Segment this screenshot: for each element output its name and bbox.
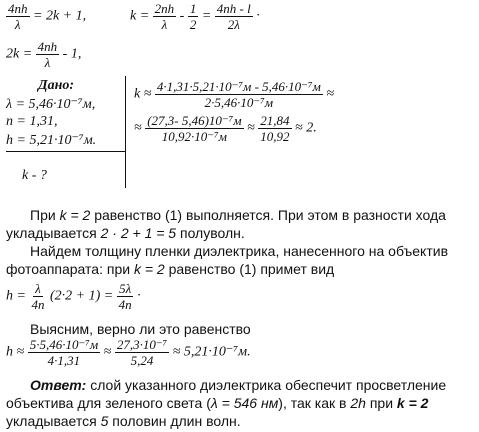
denominator: λ — [161, 17, 168, 32]
k-value: k = 2 — [396, 395, 429, 411]
text: равенство (1) выполняется. При этом в разности хода — [90, 207, 446, 223]
paragraph-3: Выясним, верно ли это равенство — [30, 321, 251, 337]
h-equals: h = — [6, 288, 26, 304]
two-h: 2h — [350, 395, 366, 411]
numerator: 2nh — [154, 1, 175, 16]
fraction-2nh-over-lambda — [153, 2, 177, 31]
k-approx: k ≈ — [134, 86, 152, 102]
k-value: k = 2 — [133, 261, 165, 277]
formula-1 — [6, 2, 86, 31]
fraction-numeric-1 — [28, 338, 100, 367]
numerator: 5·5,46·10⁻⁷м — [29, 337, 99, 352]
numerator: (27,3- 5,46)10⁻⁷м — [147, 113, 242, 128]
formula-2 — [130, 2, 260, 31]
k-value: k = 2 — [59, 207, 91, 223]
equals-sign: = — [201, 8, 212, 24]
paragraph-2-line-2 — [6, 260, 334, 278]
denominator: λ — [14, 17, 21, 32]
paragraph-1-line-1 — [30, 206, 446, 224]
h-approx: h ≈ — [6, 344, 25, 360]
fraction-4nh-over-lambda-2 — [36, 40, 60, 69]
text: объектива для зеленого света ( — [6, 395, 211, 411]
k-equals: k = — [130, 8, 150, 24]
calc-result: ≈ 2. — [295, 120, 317, 136]
formula-1-rhs: = 2k + 1, — [33, 8, 87, 24]
text: при — [365, 395, 397, 411]
approx-sign: ≈ — [326, 86, 335, 102]
text: укладывается — [6, 225, 101, 241]
expression: 2 · 2 + 1 = 5 — [100, 225, 177, 241]
given-title: Дано: — [38, 78, 74, 93]
denominator: 5,24 — [130, 353, 154, 368]
answer-line-2 — [6, 394, 428, 412]
paragraph-2-line-1: Найдем толщину пленки диэлектрика, нанесенного на объектив — [30, 243, 449, 259]
numerator: 27,3·10⁻⁷ — [116, 337, 168, 352]
denominator: 4·1,31 — [47, 353, 81, 368]
text: полуволн. — [176, 225, 245, 241]
denominator: 2·5,46·10⁻⁷м — [204, 95, 274, 110]
answer-label: Ответ: — [30, 377, 87, 393]
numerator: 4nh — [37, 39, 58, 54]
given-n: n = 1,31, — [6, 114, 58, 129]
numerator: 21,84 — [260, 113, 290, 128]
fraction-lambda-over-4n — [29, 282, 46, 311]
answer-line-3 — [6, 412, 241, 430]
fraction-4nh-over-lambda — [6, 2, 30, 31]
minus-sign: - — [179, 8, 185, 24]
text: При — [30, 207, 60, 223]
numerator: 4·1,31·5,21·10⁻⁷м - 5,46·10⁻⁷м — [156, 79, 321, 94]
text: равенство (1) примет вид — [164, 261, 335, 277]
formula-h — [6, 282, 141, 311]
given-h: h = 5,21·10⁻⁷м. — [6, 133, 97, 148]
text: фотоаппарата: при — [6, 261, 134, 277]
calc-fraction-2 — [145, 114, 243, 143]
dot: · — [256, 8, 260, 24]
formula-3 — [6, 40, 81, 69]
approx-sign: ≈ — [134, 120, 142, 136]
denominator: 2 — [189, 17, 197, 32]
given-vertical-rule — [125, 76, 126, 188]
approx-sign: ≈ — [247, 120, 255, 136]
h-result: ≈ 5,21·10⁻⁷м. — [172, 344, 251, 360]
denominator: 4n — [118, 297, 132, 312]
dot: · — [137, 288, 141, 304]
given-lambda: λ = 5,46·10⁻⁷м, — [6, 97, 96, 112]
middle-expression: (2·2 + 1) = — [49, 288, 114, 304]
fraction-5lambda-over-4n — [117, 282, 134, 311]
answer-line-1 — [30, 376, 446, 394]
formula-h-numeric — [6, 338, 251, 367]
denominator: λ — [44, 55, 51, 70]
text: ), так как в — [278, 395, 351, 411]
denominator: 4n — [31, 297, 45, 312]
calc-fraction-3 — [258, 114, 291, 143]
fraction-one-half — [188, 2, 199, 31]
five: 5 — [100, 413, 109, 429]
calc-fraction-1 — [155, 80, 323, 109]
formula-3-rhs: - 1, — [62, 46, 82, 62]
lambda-value: λ = 546 нм — [210, 395, 279, 411]
numerator: λ — [35, 281, 41, 296]
denominator: 2λ — [227, 17, 240, 32]
fraction-4nh-minus-l-over-2lambda — [215, 2, 253, 31]
text: слой указанного диэлектрика обеспечит просветление — [86, 377, 447, 393]
find-k: k - ? — [22, 168, 47, 183]
calc-line-2 — [134, 114, 317, 143]
numerator: 4nh — [8, 1, 28, 16]
given-horizontal-rule — [6, 151, 125, 152]
text: половин длин волн. — [108, 413, 241, 429]
denominator: 10,92·10⁻⁷м — [161, 129, 227, 144]
text: укладывается — [6, 413, 101, 429]
approx-sign: ≈ — [103, 344, 112, 360]
numerator: 1 — [189, 1, 197, 16]
paragraph-1-line-2 — [6, 224, 245, 242]
denominator: 10,92 — [260, 129, 290, 144]
numerator: 5λ — [119, 281, 132, 296]
calc-line-1 — [134, 80, 334, 109]
numerator: 4nh - l — [216, 1, 251, 16]
fraction-numeric-2 — [115, 338, 169, 367]
formula-3-lhs: 2k = — [6, 46, 33, 62]
